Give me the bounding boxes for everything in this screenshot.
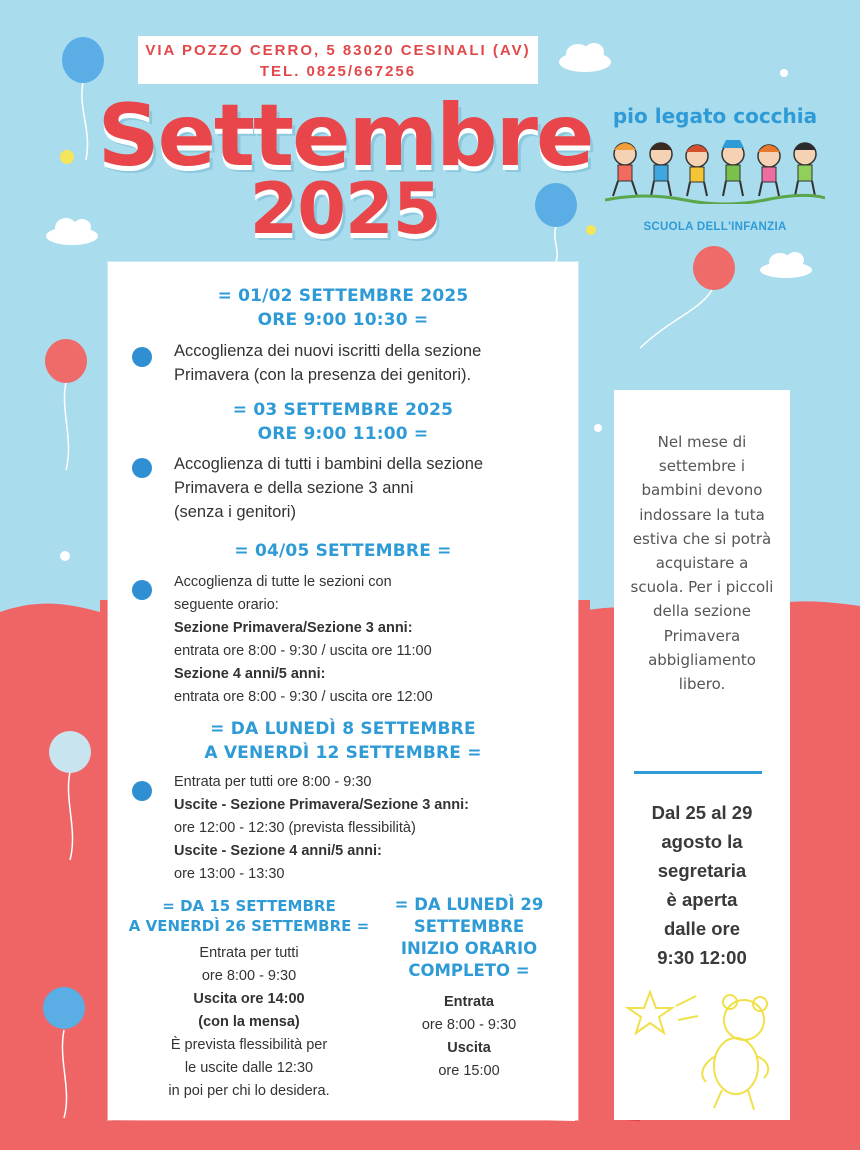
text-line: Accoglienza di tutte le sezioni con [174,574,392,590]
schedule-card [108,262,578,1120]
text-line: le uscite dalle 12:30 [184,1060,314,1076]
text-line: (con la mensa) [198,1014,300,1030]
section-text [174,452,564,524]
office-hours-line: agosto la [661,831,743,852]
text-line: ore 12:00 - 12:30 (prevista flessibilità) [174,820,416,836]
text-line: Entrata per tutti ore 8:00 - 9:30 [174,774,372,790]
text-line: (senza i genitori) [174,503,296,521]
heading-line: = 03 SETTEMBRE 2025 [232,400,454,420]
uniform-note: Nel mese di settembre i bambini devono indossare la tuta estiva che si potrà acquistare a scuola. Per i piccoli della sezione Primavera abbigliamento libero. [630,433,774,694]
bullet-dot-icon [132,347,152,367]
heading-line: = 01/02 SETTEMBRE 2025 [217,286,469,306]
office-hours-line: segretaria [657,860,747,881]
section-heading [108,717,578,765]
heading-line: ORE 9:00 11:00 = [257,424,429,444]
text-line: in poi per chi lo desidera. [168,1083,330,1099]
section-text [174,571,554,709]
heading-line: INIZIO ORARIO [400,939,538,958]
section-heading [378,894,560,982]
title-month: Settembre [97,86,593,186]
heading-line: A VENERDÌ 26 SETTEMBRE = [128,917,370,935]
bullet-dot-icon [132,458,152,478]
heading-line: SETTEMBRE [413,917,525,936]
text-line: Entrata per tutti [199,945,299,961]
section-heading [108,398,578,446]
office-hours-line: dalle ore [663,918,741,939]
phone-line: TEL. 0825/667256 [259,63,417,80]
text-line: È prevista flessibilità per [170,1037,328,1053]
address-line: VIA POZZO CERRO, 5 83020 CESINALI (AV) [145,42,531,59]
logo-name: pio legato cocchia [612,104,818,128]
office-hours-line: 9:30 12:00 [657,947,747,968]
text-line: Uscita [447,1040,491,1056]
wave-red-background [0,604,100,1150]
heading-line: = DA LUNEDÌ 8 SETTEMBRE [210,719,476,739]
address-box [138,36,538,84]
text-line: Sezione Primavera/Sezione 3 anni: [174,620,413,636]
logo-subtitle: SCUOLA DELL'INFANZIA [643,221,787,233]
heading-line: = 04/05 SETTEMBRE = [234,541,452,561]
text-line: ore 15:00 [438,1063,500,1079]
text-line: Accoglienza dei nuovi iscritti della sezione [174,342,482,360]
text-line: entrata ore 8:00 - 9:30 / uscita ore 11:00 [174,643,432,659]
text-line: entrata ore 8:00 - 9:30 / uscita ore 12:00 [174,689,433,705]
text-line: Sezione 4 anni/5 anni: [174,666,326,682]
bullet-dot-icon [132,781,152,801]
title-year: 2025 [249,168,441,250]
office-hours-line: Dal 25 al 29 [651,802,753,823]
heading-line: = DA 15 SETTEMBRE [162,897,336,915]
text-line: seguente orario: [174,597,279,613]
office-hours [614,798,790,972]
teddy-bear-icon [626,986,776,1116]
section-heading [108,539,578,563]
text-line: Uscita ore 14:00 [193,991,305,1007]
office-hours-line: è aperta [666,889,738,910]
section-text [174,771,554,886]
text-line: Uscite - Sezione 4 anni/5 anni: [174,843,382,859]
section-text [124,942,374,1103]
school-logo [605,104,825,233]
divider [634,771,762,774]
section-heading [108,284,578,332]
bullet-dot-icon [132,580,152,600]
text-line: Primavera e della sezione 3 anni [174,479,414,497]
heading-line: A VENERDÌ 12 SETTEMBRE = [204,743,482,763]
text-line: Accoglienza di tutti i bambini della sezione [174,455,484,473]
section-heading [124,896,374,936]
page-title [95,86,595,250]
text-line: ore 8:00 - 9:30 [421,1017,517,1033]
section-text [174,339,564,387]
text-line: ore 13:00 - 13:30 [174,866,285,882]
side-note-card [614,390,790,1120]
section-text [378,991,560,1083]
text-line: Uscite - Sezione Primavera/Sezione 3 anni: [174,797,469,813]
text-line: Entrata [444,994,494,1010]
text-line: Primavera (con la presenza dei genitori). [174,366,472,384]
heading-line: ORE 9:00 10:30 = [257,310,429,330]
star-icon [628,992,672,1033]
heading-line: = DA LUNEDÌ 29 [394,895,544,914]
children-illustration-icon [605,134,825,204]
heading-line: COMPLETO = [408,961,530,980]
text-line: ore 8:00 - 9:30 [201,968,297,984]
